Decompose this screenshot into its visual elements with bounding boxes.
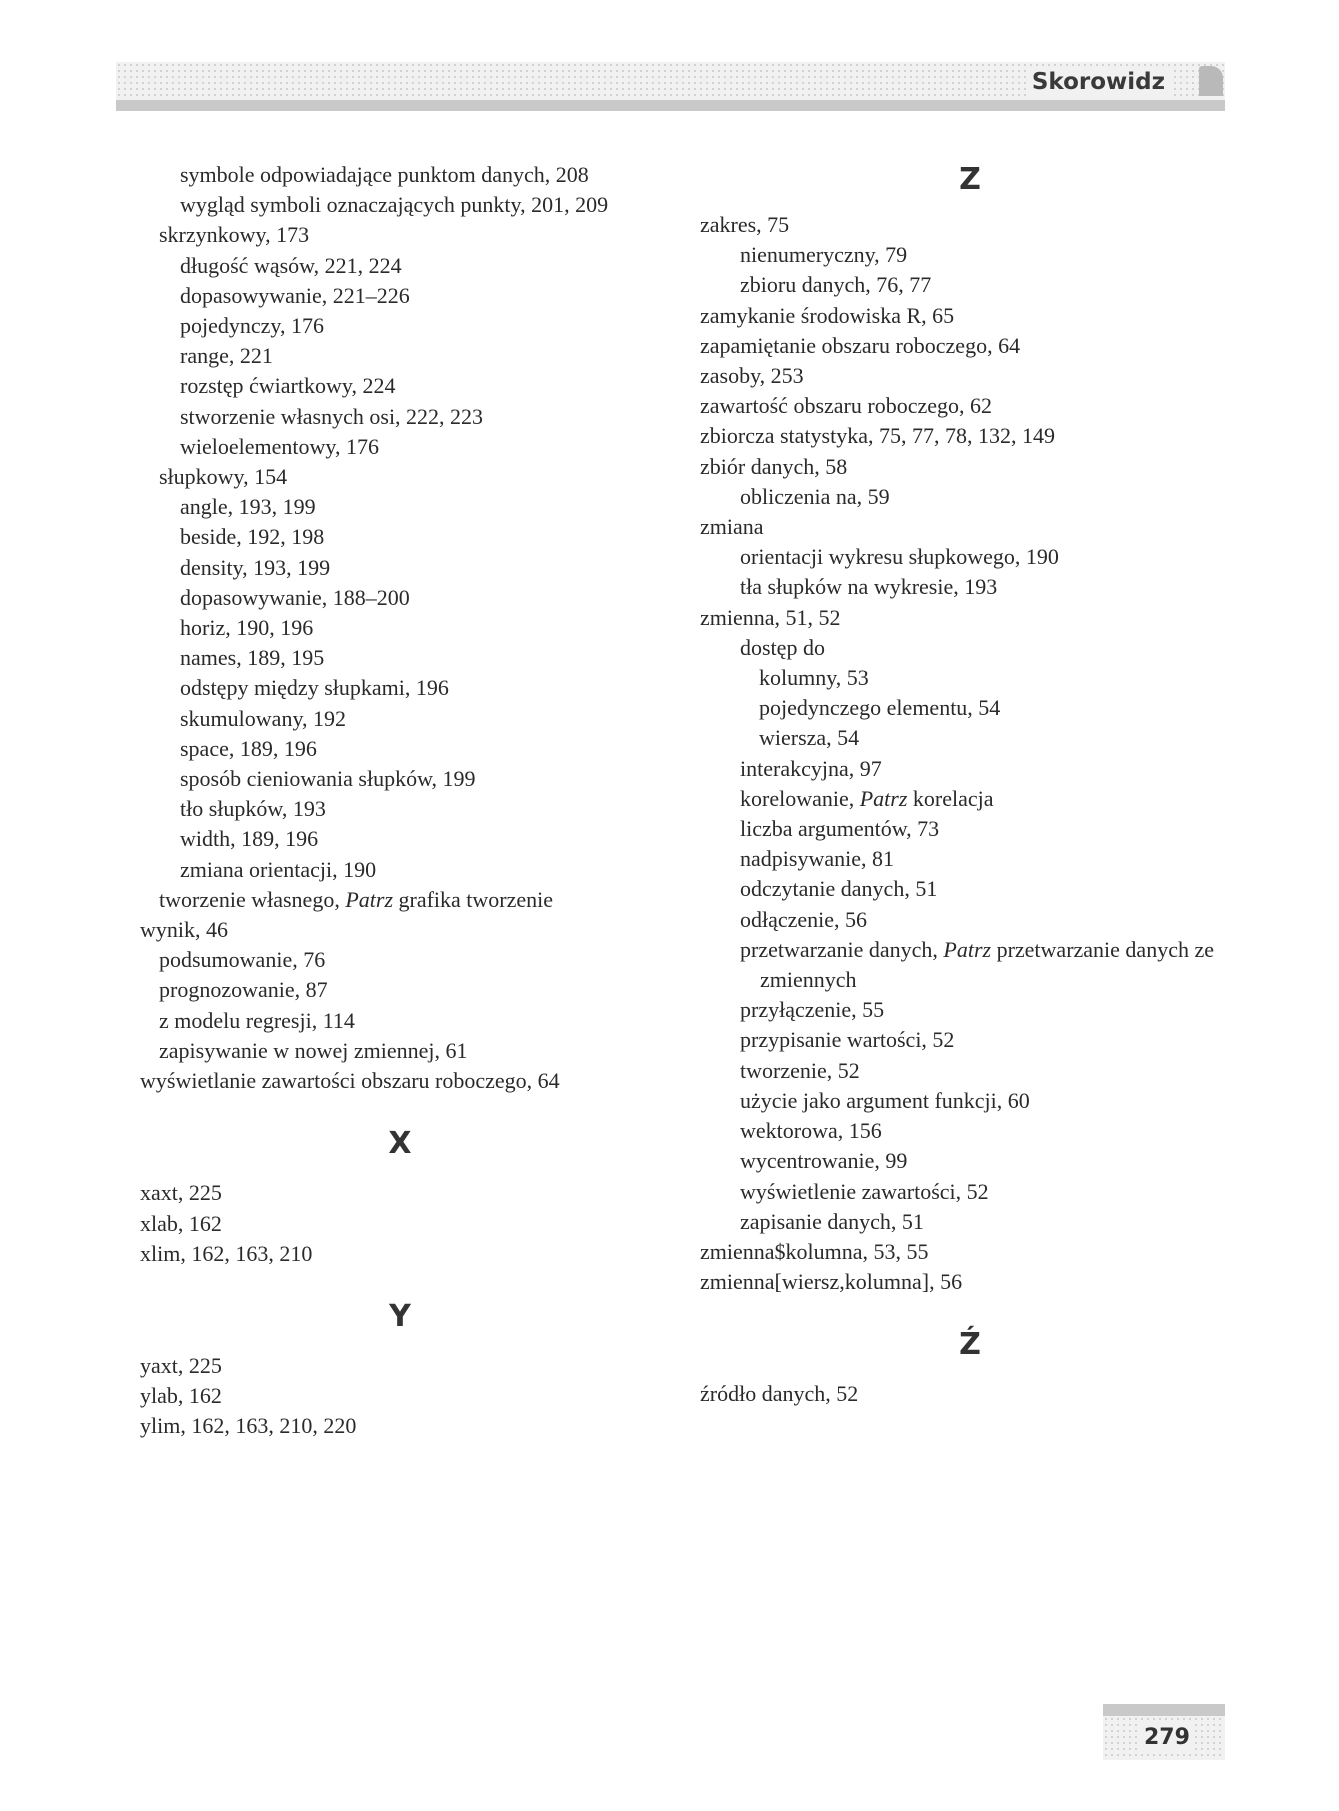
index-entry: dopasowywanie, 188–200 bbox=[180, 584, 410, 610]
index-column-right bbox=[700, 160, 1240, 1410]
index-entry: zapisanie danych, 51 bbox=[740, 1208, 924, 1234]
entry-text: korelowanie, bbox=[740, 785, 860, 811]
entry-text: korelacja bbox=[907, 785, 994, 811]
index-entry: sposób cieniowania słupków, 199 bbox=[180, 766, 476, 792]
index-entry: names, 189, 195 bbox=[180, 645, 325, 671]
index-entry: beside, 192, 198 bbox=[180, 524, 325, 550]
index-entry: zamykanie środowiska R, 65 bbox=[700, 302, 955, 328]
index-entry: zbioru danych, 76, 77 bbox=[740, 272, 932, 298]
index-entry: zapisywanie w nowej zmiennej, 61 bbox=[159, 1037, 468, 1063]
entry-text: przetwarzanie danych ze zmiennych bbox=[760, 936, 1214, 993]
index-entry: dostęp do bbox=[740, 634, 825, 660]
index-entry: zmienna[wiersz,kolumna], 56 bbox=[700, 1269, 963, 1295]
index-entry: zmienna, 51, 52 bbox=[700, 604, 841, 630]
index-entry: wynik, 46 bbox=[140, 917, 228, 943]
index-entry: zmiana orientacji, 190 bbox=[180, 856, 377, 882]
index-entry: zakres, 75 bbox=[700, 212, 790, 237]
index-entry: xlab, 162 bbox=[140, 1210, 222, 1236]
see-reference: Patrz bbox=[345, 886, 394, 912]
index-entry: zmiana bbox=[700, 514, 764, 540]
index-entry: wyświetlenie zawartości, 52 bbox=[740, 1178, 989, 1204]
index-entry: słupkowy, 154 bbox=[159, 464, 288, 490]
index-entry: pojedynczy, 176 bbox=[180, 313, 324, 339]
index-entry: zmienna$kolumna, 53, 55 bbox=[700, 1238, 929, 1264]
index-entry: odłączenie, 56 bbox=[740, 906, 868, 932]
index-entry: odstępy między słupkami, 196 bbox=[180, 675, 449, 701]
section-letter-x: X bbox=[388, 1126, 412, 1162]
index-entry: prognozowanie, 87 bbox=[159, 977, 328, 1003]
index-entry: tło słupków, 193 bbox=[180, 796, 326, 822]
index-entry: skumulowany, 192 bbox=[180, 705, 347, 731]
header-rule bbox=[116, 100, 1225, 111]
index-entry: orientacji wykresu słupkowego, 190 bbox=[740, 544, 1059, 570]
index-entry: odczytanie danych, 51 bbox=[740, 876, 938, 902]
index-entry: tworzenie, 52 bbox=[740, 1057, 860, 1083]
index-entry: wyświetlanie zawartości obszaru roboczego, 64 bbox=[140, 1068, 560, 1094]
index-entry: dopasowywanie, 221–226 bbox=[180, 282, 410, 308]
section-letter-z-acute: Ź bbox=[959, 1327, 981, 1363]
index-entry: pojedynczego elementu, 54 bbox=[759, 695, 1001, 721]
index-entry-cross-reference bbox=[140, 885, 660, 915]
index-entry: z modelu regresji, 114 bbox=[159, 1007, 355, 1033]
index-entry: angle, 193, 199 bbox=[180, 494, 316, 520]
index-entry: xlim, 162, 163, 210 bbox=[140, 1240, 313, 1266]
index-entry: wycentrowanie, 99 bbox=[740, 1148, 908, 1174]
index-entry: podsumowanie, 76 bbox=[159, 947, 326, 973]
index-entry: wiersza, 54 bbox=[759, 725, 860, 751]
index-entry: ylab, 162 bbox=[140, 1383, 222, 1409]
index-entry-cross-reference bbox=[700, 784, 1240, 814]
index-entry: space, 189, 196 bbox=[180, 735, 317, 761]
index-entry: źródło danych, 52 bbox=[700, 1381, 859, 1407]
index-entry: density, 193, 199 bbox=[180, 554, 331, 580]
index-entry: zapamiętanie obszaru roboczego, 64 bbox=[700, 332, 1021, 358]
running-header-title: Skorowidz bbox=[1026, 66, 1171, 98]
index-entry-cross-reference bbox=[700, 935, 1220, 995]
index-entry: przyłączenie, 55 bbox=[740, 997, 885, 1023]
index-entry: horiz, 190, 196 bbox=[180, 615, 314, 641]
index-entry: range, 221 bbox=[180, 343, 273, 369]
entry-text: tworzenie własnego, bbox=[159, 886, 346, 912]
index-entry: zasoby, 253 bbox=[700, 363, 804, 389]
index-entry: stworzenie własnych osi, 222, 223 bbox=[180, 403, 484, 429]
index-entry: zbiór danych, 58 bbox=[700, 453, 848, 479]
index-entry: wektorowa, 156 bbox=[740, 1118, 882, 1144]
index-entry: nienumeryczny, 79 bbox=[740, 242, 908, 268]
section-letter-y: Y bbox=[389, 1298, 411, 1334]
index-column-left bbox=[140, 160, 660, 1442]
index-entry: interakcyjna, 97 bbox=[740, 755, 882, 781]
index-entry: kolumny, 53 bbox=[759, 665, 869, 691]
index-entry: rozstęp ćwiartkowy, 224 bbox=[180, 373, 396, 399]
index-entry: liczba argumentów, 73 bbox=[740, 816, 940, 842]
index-entry: wygląd symboli oznaczających punkty, 201, 209 bbox=[180, 192, 609, 218]
index-entry: nadpisywanie, 81 bbox=[740, 846, 894, 872]
index-entry: yaxt, 225 bbox=[140, 1352, 222, 1378]
index-entry: przypisanie wartości, 52 bbox=[740, 1027, 955, 1053]
index-entry: zbiorcza statystyka, 75, 77, 78, 132, 149 bbox=[700, 423, 1055, 449]
entry-text: przetwarzanie danych, bbox=[740, 936, 944, 962]
index-entry: zawartość obszaru roboczego, 62 bbox=[700, 393, 992, 419]
page-number: 279 bbox=[1140, 1722, 1194, 1754]
index-entry: długość wąsów, 221, 224 bbox=[180, 252, 402, 278]
index-entry: użycie jako argument funkcji, 60 bbox=[740, 1087, 1030, 1113]
index-entry: ylim, 162, 163, 210, 220 bbox=[140, 1413, 357, 1439]
index-entry: xaxt, 225 bbox=[140, 1180, 222, 1206]
index-entry: skrzynkowy, 173 bbox=[159, 222, 310, 248]
header-tab-marker bbox=[1199, 66, 1223, 96]
section-letter-z: Z bbox=[959, 162, 981, 197]
index-entry: obliczenia na, 59 bbox=[740, 483, 890, 509]
footer-band bbox=[1103, 1704, 1225, 1716]
index-entry: symbole odpowiadające punktom danych, 208 bbox=[180, 162, 589, 187]
see-reference: Patrz bbox=[859, 785, 908, 811]
index-entry: tła słupków na wykresie, 193 bbox=[740, 574, 998, 600]
entry-text: grafika tworzenie bbox=[393, 886, 554, 912]
index-entry: wieloelementowy, 176 bbox=[180, 433, 379, 459]
index-entry: width, 189, 196 bbox=[180, 826, 319, 852]
see-reference: Patrz bbox=[943, 936, 992, 962]
